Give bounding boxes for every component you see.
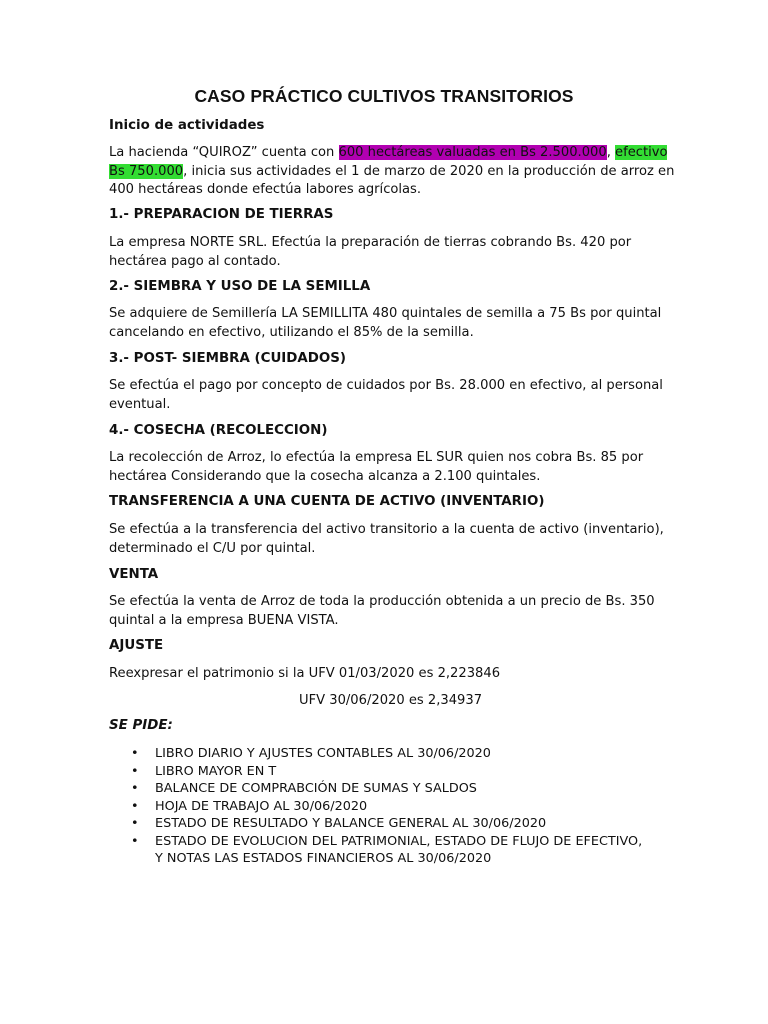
section-text-ajuste-line-1: Reexpresar el patrimonio si la UFV 01/03/2020 es 2,223846 bbox=[109, 666, 501, 681]
requirements-list bbox=[109, 745, 642, 868]
highlight-cash-amount: Bs 750.000 bbox=[109, 163, 184, 179]
section-text-post-siembra bbox=[109, 377, 663, 414]
list-item-text: ESTADO DE EVOLUCION DEL PATRIMONIAL, ESTADO DE FLUJO DE EFECTIVO, bbox=[155, 833, 643, 849]
section-heading-venta: VENTA bbox=[109, 567, 159, 582]
paragraph-line: hectárea Considerando que la cosecha alcanza a 2.100 quintales. bbox=[109, 468, 541, 484]
section-heading-siembra: 2.- SIEMBRA Y USO DE LA SEMILLA bbox=[109, 279, 371, 294]
list-item-text: ESTADO DE RESULTADO Y BALANCE GENERAL AL 30/06/2020 bbox=[155, 816, 547, 831]
highlight-efectivo: efectivo bbox=[615, 145, 668, 160]
list-item-text: LIBRO DIARIO Y AJUSTES CONTABLES AL 30/06/2020 bbox=[155, 746, 491, 761]
list-item bbox=[109, 815, 642, 833]
intro-paragraph bbox=[109, 144, 675, 200]
bullet-icon: • bbox=[131, 781, 139, 796]
list-item-text: BALANCE DE COMPRABCIÓN DE SUMAS Y SALDOS bbox=[155, 781, 477, 796]
bullet-icon: • bbox=[131, 763, 139, 779]
section-text-venta bbox=[109, 593, 657, 630]
se-pide-label: SE PIDE: bbox=[109, 718, 173, 733]
intro-text: , inicia sus actividades el 1 de marzo de 2020 en la producción de arroz en bbox=[183, 163, 675, 179]
paragraph-line: determinado el C/U por quintal. bbox=[109, 540, 316, 556]
list-item bbox=[109, 798, 642, 816]
section-text-ajuste-line-2: UFV 30/06/2020 es 2,34937 bbox=[299, 693, 483, 708]
intro-text: La hacienda “QUIROZ” cuenta con bbox=[109, 145, 339, 160]
section-heading-ajuste: AJUSTE bbox=[109, 638, 164, 653]
list-item-continuation bbox=[109, 850, 642, 868]
list-item bbox=[109, 780, 642, 798]
paragraph-line: Se efectúa la venta de Arroz de toda la producción obtenida a un precio de Bs. 350 bbox=[109, 594, 655, 609]
section-heading-cosecha: 4.- COSECHA (RECOLECCION) bbox=[109, 423, 328, 438]
bullet-icon: • bbox=[131, 816, 139, 831]
section-heading-transferencia: TRANSFERENCIA A UNA CUENTA DE ACTIVO (INVENTARIO) bbox=[109, 494, 545, 509]
paragraph-line: cancelando en efectivo, utilizando el 85% de la semilla. bbox=[109, 324, 474, 340]
page-title: CASO PRÁCTICO CULTIVOS TRANSITORIOS bbox=[194, 86, 574, 106]
bullet-icon: • bbox=[131, 833, 139, 849]
intro-line-3: 400 hectáreas donde efectúa labores agrícolas. bbox=[109, 182, 422, 197]
list-item bbox=[109, 833, 642, 851]
bullet-icon: • bbox=[131, 746, 139, 761]
section-text-siembra bbox=[109, 305, 662, 342]
section-text-transferencia bbox=[109, 521, 664, 558]
list-item-text: LIBRO MAYOR EN T bbox=[155, 763, 277, 779]
section-text-preparacion bbox=[109, 234, 657, 271]
paragraph-line: Se efectúa a la transferencia del activo transitorio a la cuenta de activo (inventario), bbox=[109, 522, 664, 537]
paragraph-line: eventual. bbox=[109, 396, 171, 412]
list-item-text: Y NOTAS LAS ESTADOS FINANCIEROS AL 30/06/2020 bbox=[155, 851, 492, 866]
paragraph-line: La recolección de Arroz, lo efectúa la empresa EL SUR quien nos cobra Bs. 85 por bbox=[109, 450, 644, 465]
intro-text: , bbox=[606, 145, 616, 160]
paragraph-line: quintal a la empresa BUENA VISTA. bbox=[109, 612, 339, 628]
list-item bbox=[109, 745, 642, 763]
list-item-text: HOJA DE TRABAJO AL 30/06/2020 bbox=[155, 798, 368, 814]
intro-line-1 bbox=[109, 144, 668, 163]
paragraph-line: Se adquiere de Semillería LA SEMILLITA 480 quintales de semilla a 75 Bs por quintal bbox=[109, 306, 662, 321]
section-heading-post-siembra: 3.- POST- SIEMBRA (CUIDADOS) bbox=[109, 351, 347, 366]
paragraph-line: La empresa NORTE SRL. Efectúa la preparación de tierras cobrando Bs. 420 por bbox=[109, 235, 632, 250]
intro-line-2 bbox=[109, 163, 675, 182]
paragraph-line: hectárea pago al contado. bbox=[109, 253, 281, 269]
section-heading-preparacion: 1.- PREPARACION DE TIERRAS bbox=[109, 207, 334, 222]
highlight-hectares: 600 hectáreas valuadas en Bs 2.500.000 bbox=[338, 145, 607, 160]
intro-heading: Inicio de actividades bbox=[109, 118, 265, 133]
paragraph-line: Se efectúa el pago por concepto de cuidados por Bs. 28.000 en efectivo, al personal bbox=[109, 378, 663, 393]
bullet-icon: • bbox=[131, 798, 139, 814]
list-item bbox=[109, 763, 642, 781]
section-text-cosecha bbox=[109, 449, 657, 486]
